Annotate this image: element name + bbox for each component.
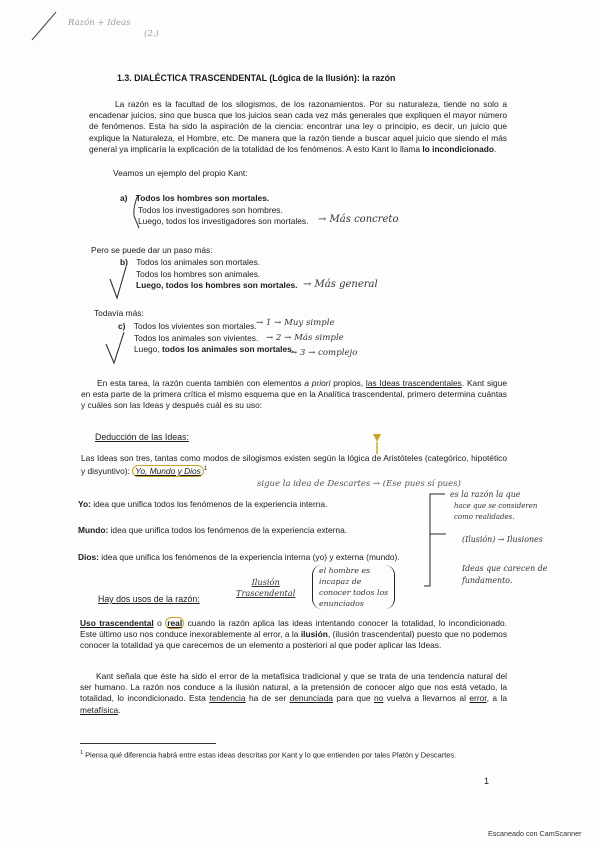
syllogism-a [120,193,308,228]
usage-paragraph [80,618,507,652]
def-dios-term: Dios: [78,552,99,562]
syllogism-a-premise1: Todos los hombres son mortales. [135,193,270,203]
syllogism-a-label: a) [120,193,128,203]
def-dios-text: idea que unifica los fenómenos de la experiencia interna (yo) y externa (mundo). [101,552,400,562]
top-note-line2: (2.) [144,29,159,39]
kant-text-1: Kant señala que éste ha sido el error de la metafísica tradicional y que se trata de una tendencia natural del ser humano. La razón nos conduce a la ilusión natural, a la pretensión de conocer algo que nos está vetado, la totalidad, lo incondicionado. Esta [80,671,507,704]
usage-text-3: , (ilusión trascendental) puesto que no podemos conocer la totalidad ya que carecemos de un elemento a posteriori al que poder aplicar las Ideas. [80,629,508,651]
task-ideas: las Ideas trascendentales [365,378,462,388]
illusion-box-2: incapaz de [319,577,362,586]
illusion-label-1: Ilusión [251,577,280,587]
illusion-label-2: Trascendental [236,588,296,598]
illusion-box-1: el hombre es [319,566,371,575]
syllogism-b-premise1: Todos los animales son mortales. [136,257,261,267]
intro-text: La razón es la facultad de los silogismos, de los razonamientos. Por su naturaleza, tiende no solo a encadenar juicios, sino que busca que los juicios sean cada vez más generales que expliquen el mayor número de fenómenos. Esta ha sido la aspiración de la ciencia: encontrar una ley o principio, es decir, un juicio que explique la Naturaleza, el Hombre, etc. De manera que la razón tiende a buscar aquel juicio que siendo el más general ya implicaría la explicación de la totalidad de los fenómenos. A esto Kant lo llama [89,99,507,154]
check-c-icon [104,330,126,366]
more-text: Todavía más: [94,308,144,318]
usage-text-2: cuando la razón aplica las ideas intentando conocer la totalidad, lo incondicionado. Este último uso nos conduce inexorablemente al error, a la [80,618,508,640]
task-paragraph [81,378,507,412]
usage-term: Uso trascendental [80,618,154,628]
illusion-label [236,577,295,599]
def-yo-text: idea que unifica todos los fenómenos de la experiencia interna. [93,499,328,509]
kant-text-6: . [118,704,121,715]
usage-real: real [167,618,183,628]
kant-metafisica: metafísica [80,704,119,715]
syllogism-b [120,257,297,292]
ideas-text: Las Ideas son tres, tantas como modos de silogismos existen según la lógica de Aristóteles (categórico, hipotético y disyuntivo): [81,453,507,476]
illusion-box-4: enunciados [319,599,364,608]
bracket-a-icon [131,194,141,230]
intro-term: lo incondicionado [422,143,494,154]
syllogism-c-note2: → 2 → Más simple [266,333,344,343]
margin-note-1: es la razón la que [450,490,521,499]
syllogism-c-note3: → 3 → complejo [290,348,358,358]
task-text-1: En esta tarea, la razón cuenta también con elementos [97,378,305,388]
syllogism-b-conclusion: Luego, todos los hombres son mortales. [136,280,298,291]
kant-tendencia: tendencia [209,693,246,704]
top-note [68,18,159,40]
ideas-paragraph [81,453,507,477]
uses-heading: Hay dos usos de la razón: [98,594,200,604]
def-dios [78,552,400,563]
def-mundo-term: Mundo: [78,525,109,535]
margin-note-3: como realidades. [454,513,515,521]
check-b-icon [108,265,128,301]
task-text-3: . Kant sigue en esta parte de la primera crítica el mismo esquema que en la Analítica trascendental, primero determina cuántas y cuáles son las Ideas y después cuál es su uso: [81,378,508,411]
kant-text-4: vuelva a llevarnos al [383,693,470,704]
ideas-footnote-mark: 1 [203,466,208,473]
syllogism-c-conclusion: todos los animales son mortales. [161,344,295,355]
syllogism-a-premise2: Todos los investigadores son hombres. [138,204,283,215]
margin-note-4: (Ilusión) → Ilusiones [462,534,543,544]
syllogism-b-premise2: Todos los hombres son animales. [136,268,261,279]
ideas-hw-note: sigue la idea de Descartes → (Ese pues sí pues) [257,479,461,489]
usage-text-1: o [153,618,166,628]
task-text-2: propios, [330,378,366,388]
def-yo [78,499,327,510]
ideas-list: Yo, Mundo y Dios [132,465,204,477]
syllogism-a-note: → Más concreto [318,214,399,225]
usage-ilusion: ilusión [300,629,328,640]
step-text: Pero se puede dar un paso más: [91,245,213,255]
margin-note-6: fundamento. [462,575,513,585]
top-note-line1: Razón + Ideas [68,18,131,28]
syllogism-b-note: → Más general [303,279,378,290]
pencil-stroke-icon [30,8,60,42]
kant-text-5: , a la [486,693,508,704]
kant-text-2: ha de ser [245,693,290,704]
def-mundo-text: idea que unifica todos los fenómenos de la experiencia externa. [110,525,348,535]
margin-notes [450,489,598,586]
margin-bracket-icon [420,490,450,590]
footnote-text: Piensa qué diferencia habrá entre estas ideas descritas por Kant y lo que entienden por tales Platón y Descartes. [85,750,457,760]
def-yo-term: Yo: [78,499,91,509]
syllogism-c-label: c) [118,321,126,331]
illusion-box [312,565,395,609]
syllogism-a-conclusion: Luego, todos los investigadores son mortales. [138,216,309,227]
kant-error: error [469,693,487,704]
kant-no: no [373,693,384,704]
task-apriori: a priori [304,378,331,388]
deduction-heading: Deducción de las Ideas: [95,432,189,442]
intro-paragraph: La razón es la facultad de los silogismos, de los razonamientos. Por su naturaleza, tiende no solo a encadenar juicios, sino que busca que los juicios sean cada vez más generales que expliquen el mayor número de fenómenos. Esta ha sido la aspiración de la ciencia: encontrar una ley o principio, es decir, un juicio que explique la Naturaleza, el Hombre, etc. De manera que la razón tiende a buscar aquel juicio que siendo el más general ya implicaría la explicación de la totalidad de los fenómenos. A esto Kant lo llama lo incondicionado. [89,99,507,154]
section-title: 1.3. DIALÉCTICA TRASCENDENTAL (Lógica de la Ilusión): la razón [117,73,396,83]
example-lead: Veamos un ejemplo del propio Kant: [113,168,248,178]
syllogism-c-premise2: Todos los animales son vivientes. [134,332,259,343]
footnote [80,750,510,759]
kant-denunciada: denunciada [289,693,333,704]
syllogism-c-premise1: Todos los vivientes son mortales. [133,321,257,331]
footnote-divider [80,743,216,744]
footnote-mark: 1 [80,750,84,756]
syllogism-c-note1: → 1 → Muy simple [256,318,335,328]
def-mundo [78,525,347,536]
margin-note-5: Ideas que carecen de [462,564,548,573]
syllogism-c-luego: Luego, [134,344,160,355]
syllogism-b-label: b) [120,257,128,267]
kant-paragraph [80,671,507,716]
margin-note-2: hace que se consideren [454,501,538,510]
kant-text-3: para que [332,693,374,704]
scanner-footer: Escaneado con CamScanner [488,829,582,838]
page-number: 1 [484,776,490,786]
illusion-box-3: conocer todos los [319,588,389,597]
